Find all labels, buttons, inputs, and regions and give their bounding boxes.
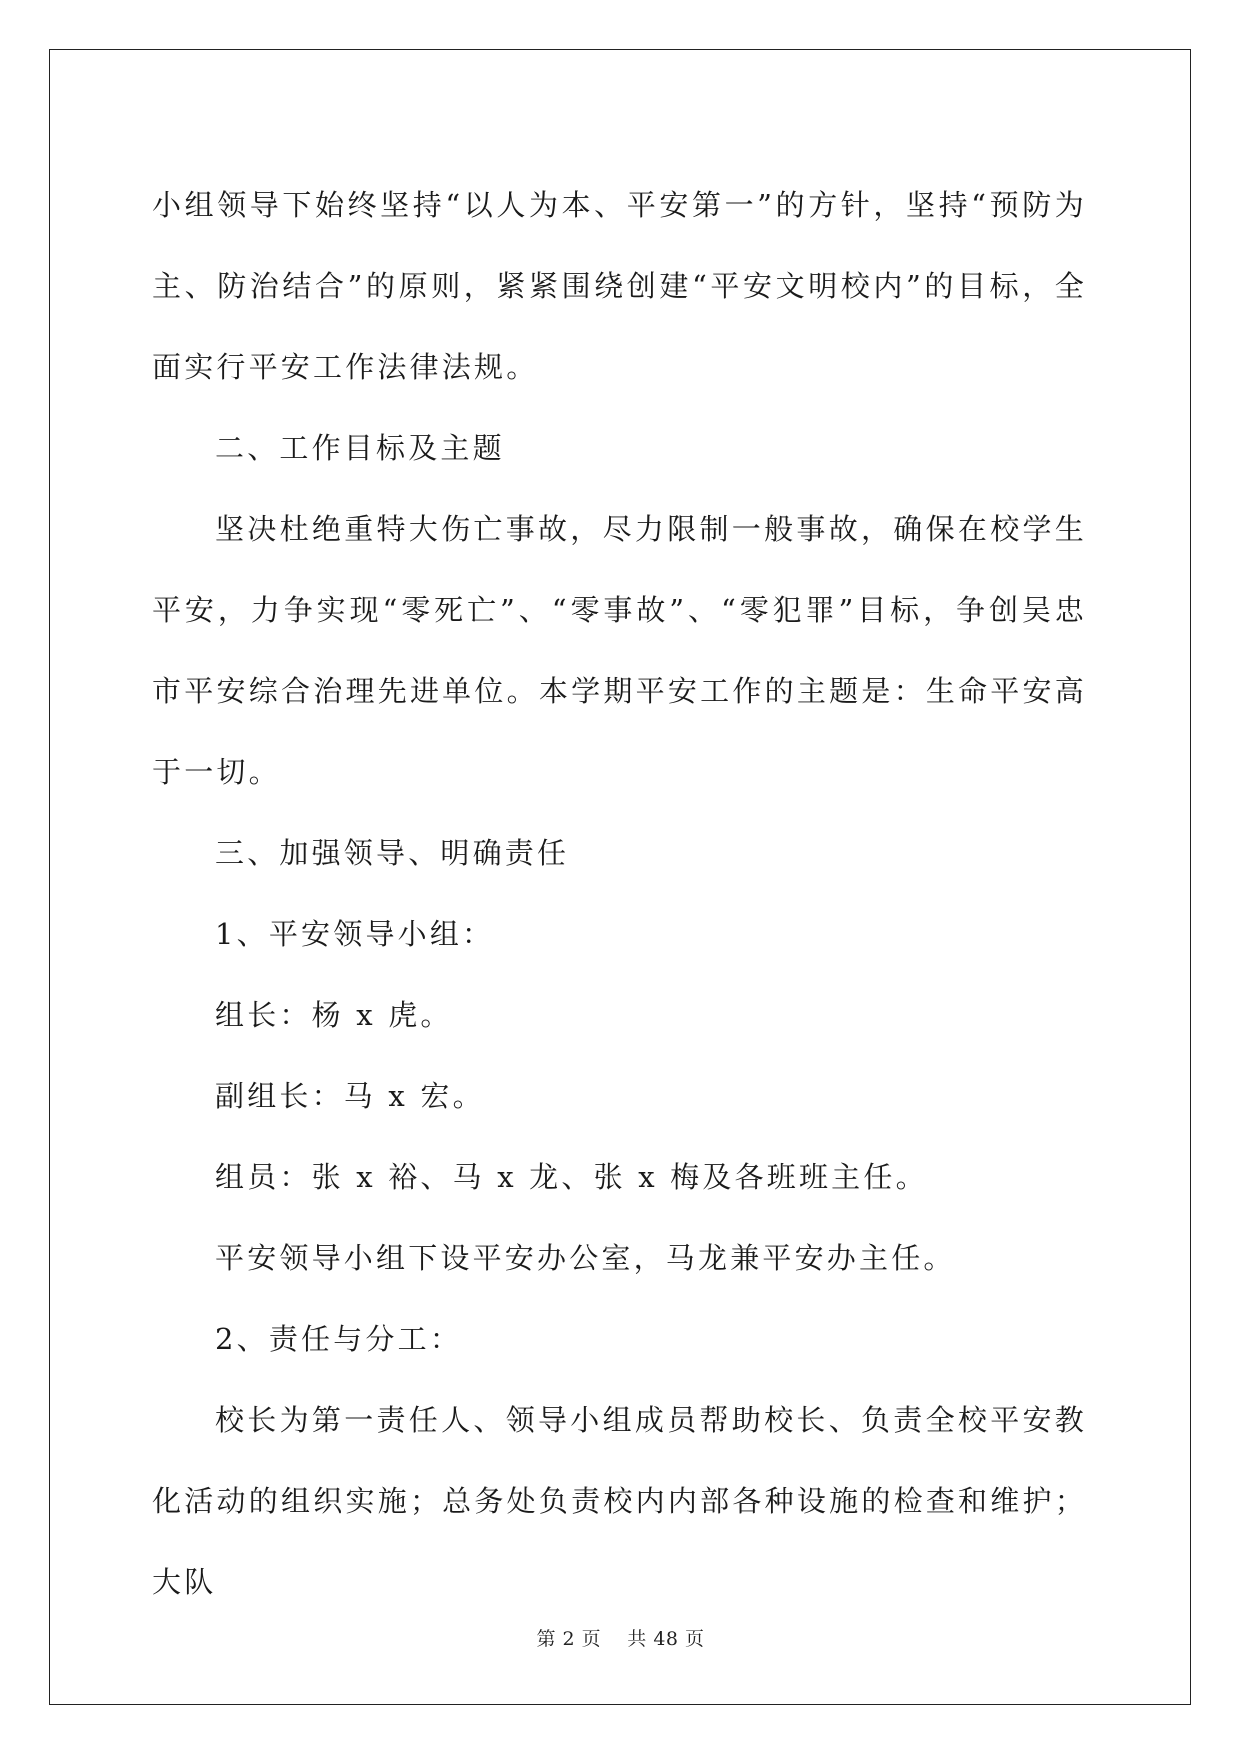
group-deputy-leader: 副组长：马 x 宏。: [215, 1079, 485, 1113]
group-leader: 组长：杨 x 虎。: [215, 998, 453, 1032]
page-footer: [0, 1624, 1241, 1651]
paragraph-intro-continued: 小组领导下始终坚持“以人为本、平安第一”的方针，坚持“预防为主、防治结合”的原则，紧紧围绕创建“平安文明校内”的目标，全面实行平安工作法律法规。: [152, 188, 1087, 384]
paragraph-responsibilities: 校长为第一责任人、领导小组成员帮助校长、负责全校平安教化活动的组织实施；总务处负责校内内部各种设施的检查和维护；大队: [152, 1403, 1087, 1599]
document-body: [152, 165, 1087, 1623]
paragraph-safety-office: 平安领导小组下设平安办公室，马龙兼平安办主任。: [215, 1241, 956, 1275]
page-number: 第 2 页: [536, 1628, 602, 1650]
page-total: 共 48 页: [627, 1628, 705, 1650]
paragraph-goals: 坚决杜绝重特大伤亡事故，尽力限制一般事故，确保在校学生平安，力争实现“零死亡”、“零事故”、“零犯罪”目标，争创吴忠市平安综合治理先进单位。本学期平安工作的主题是：生命平安高于一切。: [152, 512, 1087, 789]
group-members: 组员：张 x 裕、马 x 龙、张 x 梅及各班班主任。: [215, 1160, 928, 1194]
subheading-safety-group: 1、平安领导小组：: [215, 917, 495, 951]
section-heading-leadership: 三、加强领导、明确责任: [215, 836, 570, 870]
subheading-responsibilities: 2、责任与分工：: [215, 1322, 463, 1356]
section-heading-goals: 二、工作目标及主题: [215, 431, 505, 465]
